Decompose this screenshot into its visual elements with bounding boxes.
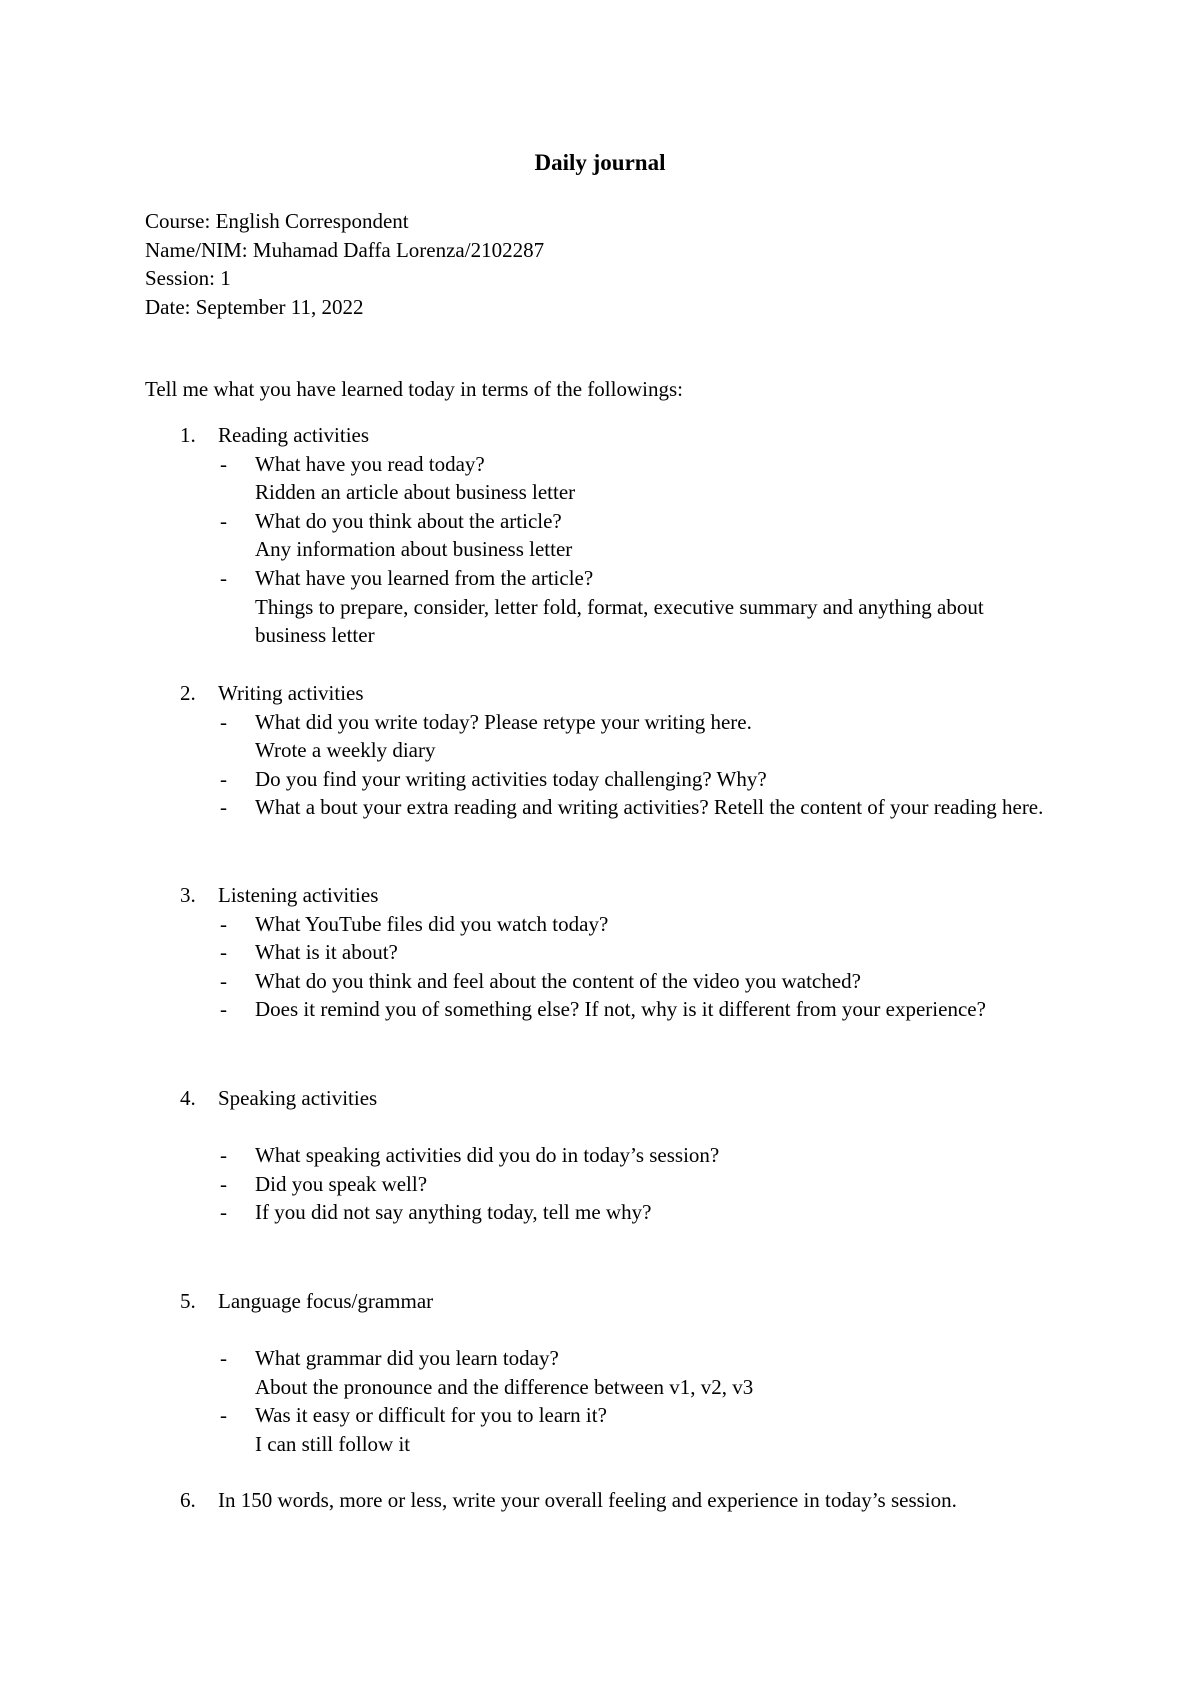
- section-reading: [0, 421, 1200, 650]
- list-item: [0, 1198, 1200, 1227]
- question-text: Did you speak well?: [255, 1171, 428, 1196]
- list-item: [0, 1170, 1200, 1199]
- question-text: What have you read today?: [255, 451, 485, 476]
- intro-instruction: Tell me what you have learned today in terms of the followings:: [145, 377, 683, 401]
- dash-bullet: -: [220, 508, 227, 533]
- section-title: Listening activities: [218, 883, 379, 907]
- answer-text: Ridden an article about business letter: [255, 480, 576, 505]
- question-text: What do you think about the article?: [255, 508, 562, 533]
- question-text: What YouTube files did you watch today?: [255, 911, 609, 936]
- dash-bullet: -: [220, 911, 227, 936]
- answer-text: Wrote a weekly diary: [255, 738, 436, 763]
- list-item: [0, 1141, 1200, 1170]
- dash-bullet: -: [220, 1200, 227, 1225]
- section-number: 6.: [180, 1488, 196, 1512]
- answer-text: Things to prepare, consider, letter fold, format, executive summary and anything about business letter: [255, 594, 984, 648]
- question-text: What have you learned from the article?: [255, 565, 594, 590]
- list-item: [0, 450, 1200, 507]
- section-speaking: [0, 1084, 1200, 1227]
- list-item: [0, 708, 1200, 765]
- list-item: [0, 995, 1200, 1024]
- section-title: In 150 words, more or less, write your overall feeling and experience in today’s session.: [218, 1488, 957, 1512]
- dash-bullet: -: [220, 1143, 227, 1168]
- question-text: Does it remind you of something else? If not, why is it different from your experience?: [255, 997, 986, 1022]
- answer-text: Any information about business letter: [255, 537, 573, 562]
- dash-bullet: -: [220, 795, 227, 820]
- section-number: 2.: [180, 681, 196, 705]
- dash-bullet: -: [220, 940, 227, 965]
- dash-bullet: -: [220, 709, 227, 734]
- question-text: What a bout your extra reading and writing activities? Retell the content of your reading here.: [255, 795, 1044, 820]
- question-text: What did you write today? Please retype your writing here.: [255, 709, 752, 734]
- date-line: Date: September 11, 2022: [145, 294, 364, 319]
- dash-bullet: -: [220, 997, 227, 1022]
- list-item: [0, 910, 1200, 939]
- dash-bullet: -: [220, 451, 227, 476]
- dash-bullet: -: [220, 968, 227, 993]
- dash-bullet: -: [220, 565, 227, 590]
- section-number: 3.: [180, 883, 196, 907]
- course-line: Course: English Correspondent: [145, 209, 409, 233]
- question-text: Was it easy or difficult for you to learn it?: [255, 1403, 607, 1428]
- page-title: Daily journal: [534, 150, 666, 175]
- section-title: Speaking activities: [218, 1086, 378, 1110]
- question-text: Do you find your writing activities today challenging? Why?: [255, 766, 767, 791]
- dash-bullet: -: [220, 1403, 227, 1428]
- question-text: What speaking activities did you do in today’s session?: [255, 1143, 720, 1168]
- journal-meta: [145, 207, 544, 321]
- dash-bullet: -: [220, 1346, 227, 1371]
- list-item: [0, 967, 1200, 996]
- section-title: Reading activities: [218, 423, 370, 447]
- section-title: Writing activities: [218, 681, 364, 705]
- list-item: [0, 1401, 1200, 1458]
- answer-text: I can still follow it: [255, 1431, 411, 1456]
- answer-text: About the pronounce and the difference between v1, v2, v3: [255, 1374, 754, 1399]
- question-text: What grammar did you learn today?: [255, 1346, 559, 1371]
- list-item: [0, 938, 1200, 967]
- list-item: [0, 564, 1200, 650]
- question-text: What do you think and feel about the content of the video you watched?: [255, 968, 861, 993]
- list-item: [0, 507, 1200, 564]
- section-listening: [0, 881, 1200, 1024]
- list-item: [0, 765, 1200, 794]
- list-item: [0, 1344, 1200, 1401]
- name-nim-line: Name/NIM: Muhamad Daffa Lorenza/2102287: [145, 237, 545, 262]
- section-writing: [0, 679, 1200, 822]
- section-overall-feeling: [0, 1486, 1200, 1515]
- session-line: Session: 1: [145, 266, 231, 291]
- dash-bullet: -: [220, 1171, 227, 1196]
- question-text: What is it about?: [255, 940, 398, 965]
- list-item: [0, 793, 1200, 822]
- dash-bullet: -: [220, 766, 227, 791]
- question-text: If you did not say anything today, tell me why?: [255, 1200, 652, 1225]
- section-title: Language focus/grammar: [218, 1289, 434, 1313]
- section-number: 1.: [180, 423, 196, 447]
- section-number: 4.: [180, 1086, 196, 1110]
- section-number: 5.: [180, 1289, 196, 1313]
- section-grammar: [0, 1287, 1200, 1459]
